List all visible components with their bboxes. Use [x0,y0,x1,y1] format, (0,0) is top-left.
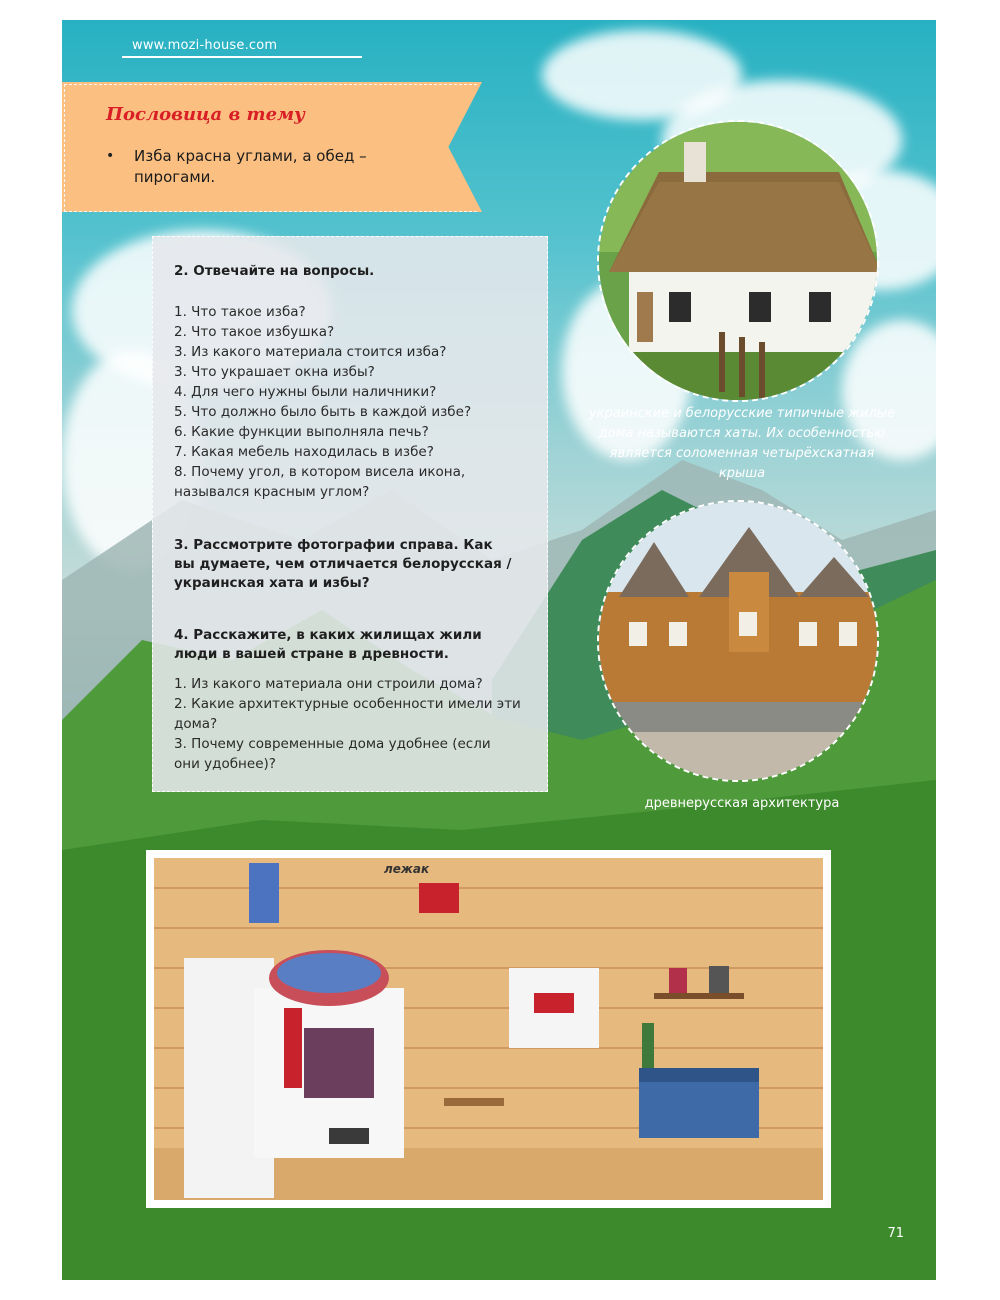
question-item: 1. Что такое изба? [174,304,306,320]
photo-caption-2: древнерусская архитектура [644,796,840,811]
photo-old-russian-architecture [597,500,879,782]
question-item: 7. Какая мебель находилась в избе? [174,444,434,460]
question-item: 6. Какие функции выполняла печь? [174,424,429,440]
site-url: www.mozi-house.com [132,38,278,53]
caption-line: дома называются хаты. Их особенностью [598,426,886,441]
question-item: 4. Для чего нужны были наличники? [174,384,437,400]
question-item: 2. Что такое избушка? [174,324,335,340]
illustration-label-lezhak: лежак [384,862,430,876]
question-item: дома? [174,716,218,732]
photo-caption-1 [582,404,902,484]
section-3-line: 3. Рассмотрите фотографии справа. Как [174,537,493,553]
page-background [62,20,936,1280]
question-item: 5. Что должно было быть в каждой избе? [174,404,472,420]
proverb-bullet: • [106,148,115,164]
section-3-line: вы думаете, чем отличается белорусская / [174,556,512,572]
question-item: 3. Что украшает окна избы? [174,364,375,380]
section-3-line: украинская хата и избы? [174,575,370,591]
illustration-canvas [154,858,823,1200]
caption-line: украинские и белорусские типичные жилые [588,406,896,421]
caption-line: крыша [718,466,766,481]
section-4-line: 4. Расскажите, в каких жилищах жили [174,627,482,643]
url-underline [122,56,362,58]
question-item: называлcя красным углом? [174,484,370,500]
question-item: 2. Какие архитектурные особенности имели эти [174,696,521,712]
caption-line: является соломенная четырёхскатная [609,446,875,461]
question-item: 3. Из какого материала стоится изба? [174,344,447,360]
question-item: 1. Из какого материала они строили дома? [174,676,483,692]
question-item: 8. Почему угол, в котором висела икона, [174,464,466,480]
section-4-line: люди в вашей стране в древности. [174,646,449,662]
question-item: 3. Почему современные дома удобнее (если [174,736,491,752]
question-item: они удобнее)? [174,756,276,772]
izba-interior-illustration [146,850,831,1208]
section-2-title: 2. Отвечайте на вопросы. [174,263,375,279]
photo-ukrainian-hut [597,120,879,402]
proverb-title: Пословица в тему [106,104,305,125]
page-number: 71 [887,1226,904,1241]
proverb-text: Изба красна углами, а обед – пирогами. [134,147,367,186]
